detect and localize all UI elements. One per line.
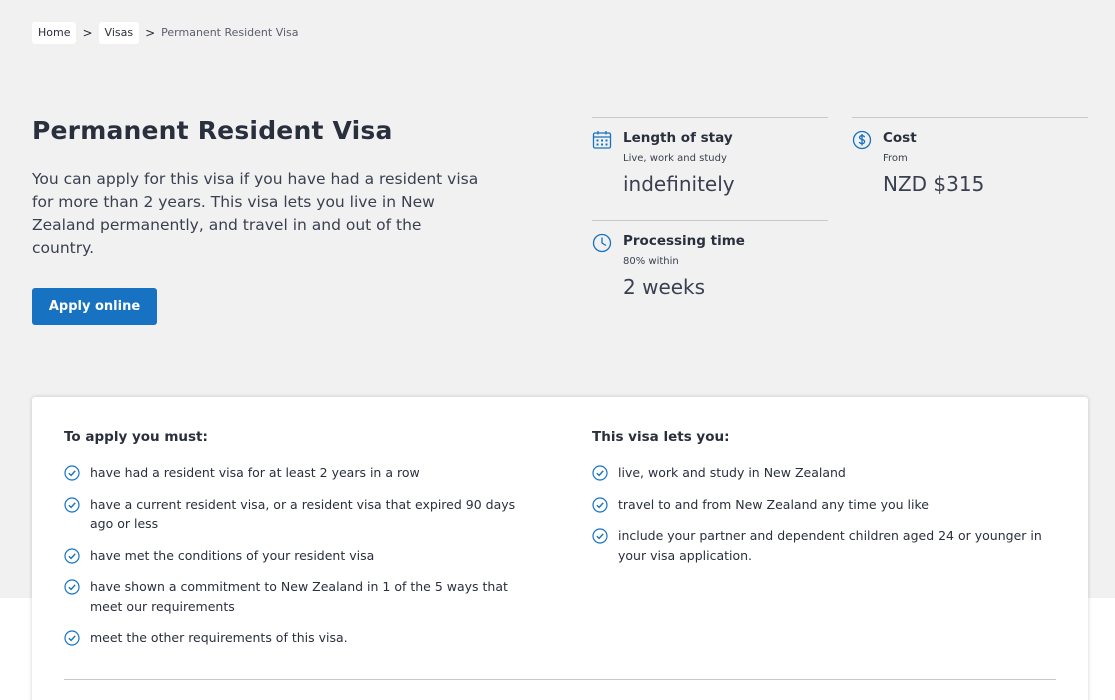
check-circle-icon xyxy=(64,465,80,481)
list-item xyxy=(64,495,534,534)
list-item xyxy=(64,546,534,566)
fact-subtitle: 80% within xyxy=(623,256,679,267)
benefits-heading: This visa lets you: xyxy=(592,429,730,445)
check-circle-icon xyxy=(64,548,80,564)
fact-value: NZD $315 xyxy=(883,172,985,196)
fact-title: Cost xyxy=(883,130,917,146)
fact-title: Length of stay xyxy=(623,130,733,146)
list-item-text: have met the conditions of your resident visa xyxy=(90,547,375,563)
fact-title: Processing time xyxy=(623,233,745,249)
apply-online-button[interactable]: Apply online xyxy=(32,288,157,325)
list-item-text: have had a resident visa for at least 2 years in a row xyxy=(90,465,420,480)
list-item-text: travel to and from New Zealand any time you like xyxy=(618,496,929,512)
check-circle-icon xyxy=(64,497,80,513)
list-item xyxy=(64,463,534,483)
benefits-list xyxy=(592,463,1052,577)
visa-summary-card xyxy=(32,397,1088,700)
check-circle-icon xyxy=(64,579,80,595)
breadcrumb-home-link[interactable]: Home xyxy=(32,22,76,44)
page-title: Permanent Resident Visa xyxy=(32,116,393,145)
check-circle-icon xyxy=(592,528,608,544)
clock-icon xyxy=(592,233,612,253)
card-divider xyxy=(64,679,1056,680)
list-item xyxy=(64,628,534,648)
check-circle-icon xyxy=(592,465,608,481)
list-item-text: have a current resident visa, or a resident visa that expired 90 days ago or less xyxy=(90,496,516,531)
list-item xyxy=(592,495,1052,515)
breadcrumb-visas-link[interactable]: Visas xyxy=(99,22,140,44)
list-item-text: live, work and study in New Zealand xyxy=(618,465,846,480)
dollar-circle-icon xyxy=(852,130,872,150)
list-item-text: meet the other requirements of this visa. xyxy=(90,630,348,645)
breadcrumb xyxy=(32,22,299,44)
chevron-right-icon: > xyxy=(145,26,156,40)
list-item xyxy=(592,463,1052,483)
requirements-list xyxy=(64,463,534,660)
fact-value: indefinitely xyxy=(623,172,735,196)
breadcrumb-current: Permanent Resident Visa xyxy=(161,26,299,39)
check-circle-icon xyxy=(64,630,80,646)
fact-processing-time xyxy=(592,220,828,320)
check-circle-icon xyxy=(592,497,608,513)
fact-subtitle: Live, work and study xyxy=(623,153,727,164)
fact-value: 2 weeks xyxy=(623,275,706,299)
fact-subtitle: From xyxy=(883,153,908,164)
chevron-right-icon: > xyxy=(82,26,93,40)
fact-length-of-stay xyxy=(592,117,828,220)
list-item xyxy=(592,526,1052,565)
list-item xyxy=(64,577,534,616)
list-item-text: include your partner and dependent children aged 24 or younger in your visa application. xyxy=(618,528,1042,563)
fact-cost xyxy=(852,117,1088,220)
list-item-text: have shown a commitment to New Zealand in 1 of the 5 ways that meet our requirements xyxy=(90,579,508,614)
calendar-icon xyxy=(592,130,612,150)
requirements-heading: To apply you must: xyxy=(64,429,208,445)
page-intro: You can apply for this visa if you have had a resident visa for more than 2 years. This visa lets you live in New Zealand permanently, and travel in and out of the country. xyxy=(32,170,479,257)
